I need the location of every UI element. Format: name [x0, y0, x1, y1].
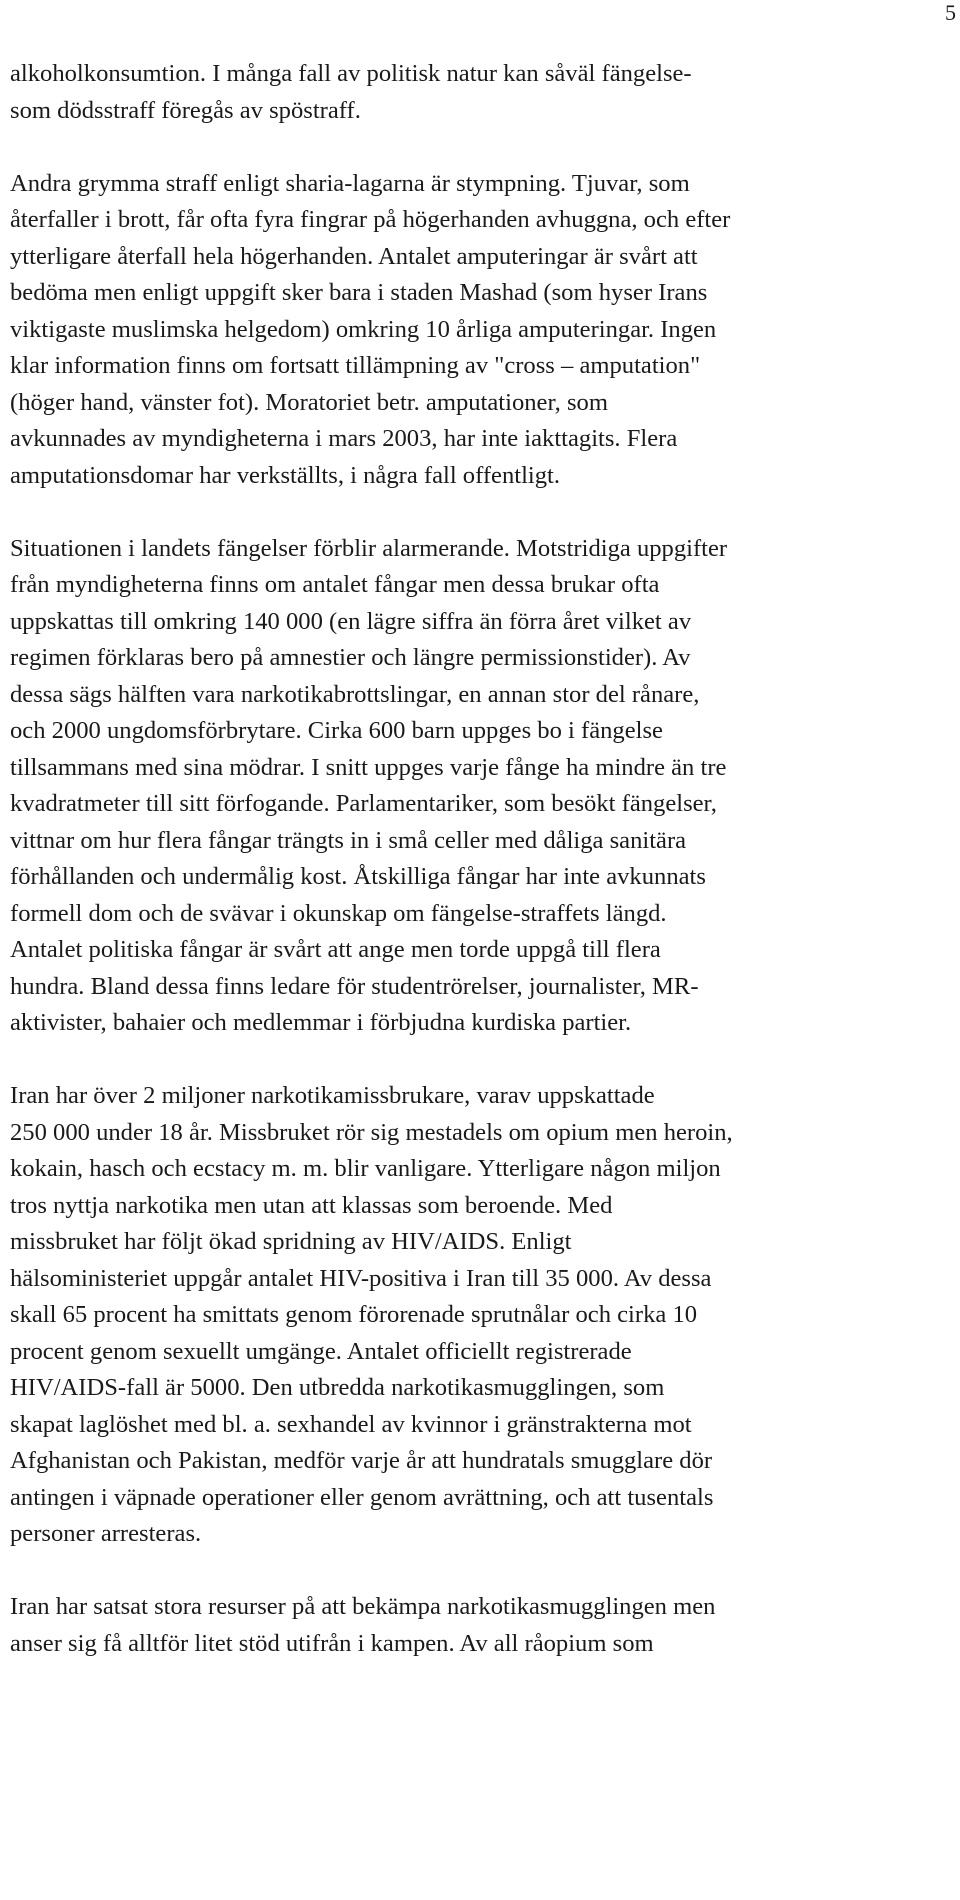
text-line: alkoholkonsumtion. I många fall av politisk natur kan såväl fängelse-	[10, 60, 692, 87]
text-line: tillsammans med sina mödrar. I snitt uppges varje fånge ha mindre än tre	[10, 753, 727, 781]
text-line: och 2000 ungdomsförbrytare. Cirka 600 barn uppges bo i fängelse	[10, 717, 663, 744]
text-line: kokain, hasch och ecstacy m. m. blir vanligare. Ytterligare någon miljon	[10, 1155, 721, 1182]
text-line: kvadratmeter till sitt förfogande. Parlamentariker, som besökt fängelser,	[10, 790, 717, 817]
text-line: amputationsdomar har verkställts, i några fall offentligt.	[10, 461, 561, 489]
text-line: hälsoministeriet uppgår antalet HIV-positiva i Iran till 35 000. Av dessa	[10, 1264, 712, 1292]
text-line: Iran har över 2 miljoner narkotikamissbrukare, varav uppskattade	[10, 1082, 655, 1109]
text-line: uppskattas till omkring 140 000 (en lägre siffra än förra året vilket av	[10, 607, 692, 635]
paragraph	[10, 531, 940, 1042]
paragraph	[10, 1078, 940, 1553]
paragraph	[10, 56, 940, 129]
text-line: klar information finns om fortsatt tillämpning av "cross – amputation"	[10, 352, 701, 379]
text-line: återfaller i brott, får ofta fyra fingrar på högerhanden avhuggna, och efter	[10, 206, 731, 233]
text-line: (höger hand, vänster fot). Moratoriet betr. amputationer, som	[10, 388, 608, 416]
text-line: anser sig få alltför litet stöd utifrån i kampen. Av all råopium som	[10, 1629, 654, 1657]
text-line: antingen i väpnade operationer eller genom avrättning, och att tusentals	[10, 1483, 714, 1511]
text-line: procent genom sexuellt umgänge. Antalet officiellt registrerade	[10, 1337, 632, 1365]
text-line: Situationen i landets fängelser förblir alarmerande. Motstridiga uppgifter	[10, 534, 728, 562]
text-line: tros nyttja narkotika men utan att klassas som beroende. Med	[10, 1191, 613, 1219]
paragraph-gap	[10, 1042, 940, 1079]
text-line: skapat laglöshet med bl. a. sexhandel av kvinnor i gränstrakterna mot	[10, 1410, 692, 1438]
paragraph-gap	[10, 1553, 940, 1590]
text-line: Andra grymma straff enligt sharia-lagarna är stympning. Tjuvar, som	[10, 169, 690, 197]
text-line: avkunnades av myndigheterna i mars 2003, har inte iakttagits. Flera	[10, 425, 678, 452]
paragraph-gap	[10, 129, 940, 166]
text-line: bedöma men enligt uppgift sker bara i staden Mashad (som hyser Irans	[10, 279, 708, 306]
text-line: missbruket har följt ökad spridning av HIV/AIDS. Enligt	[10, 1228, 572, 1255]
text-line: Antalet politiska fångar är svårt att ange men torde uppgå till flera	[10, 936, 661, 963]
text-line: viktigaste muslimska helgedom) omkring 10 årliga amputeringar. Ingen	[10, 315, 717, 343]
paragraph	[10, 1589, 940, 1662]
text-line: hundra. Bland dessa finns ledare för studentrörelser, journalister, MR-	[10, 972, 699, 1000]
text-line: förhållanden och undermålig kost. Åtskilliga fångar har inte avkunnats	[10, 863, 706, 890]
text-line: Afghanistan och Pakistan, medför varje år att hundratals smugglare dör	[10, 1447, 713, 1474]
text-line: skall 65 procent ha smittats genom förorenade sprutnålar och cirka 10	[10, 1301, 698, 1328]
paragraph	[10, 166, 940, 495]
page-number: 5	[945, 0, 956, 25]
text-line: formell dom och de svävar i okunskap om fängelse-straffets längd.	[10, 899, 667, 927]
text-line: dessa sägs hälften vara narkotikabrottslingar, en annan stor del rånare,	[10, 680, 700, 708]
text-line: ytterligare återfall hela högerhanden. Antalet amputeringar är svårt att	[10, 242, 698, 270]
text-line: regimen förklaras bero på amnestier och längre permissionstider). Av	[10, 644, 691, 671]
text-line: Iran har satsat stora resurser på att bekämpa narkotikasmugglingen men	[10, 1593, 716, 1620]
text-line: personer arresteras.	[10, 1520, 202, 1547]
text-line: vittnar om hur flera fångar trängts in i små celler med dåliga sanitära	[10, 826, 687, 854]
text-line: 250 000 under 18 år. Missbruket rör sig mestadels om opium men heroin,	[10, 1118, 733, 1146]
document-body	[10, 56, 940, 1662]
text-line: aktivister, bahaier och medlemmar i förbjudna kurdiska partier.	[10, 1009, 632, 1036]
text-line: från myndigheterna finns om antalet fångar men dessa brukar ofta	[10, 571, 660, 598]
text-line: HIV/AIDS-fall är 5000. Den utbredda narkotikasmugglingen, som	[10, 1374, 665, 1401]
text-line: som dödsstraff föregås av spöstraff.	[10, 96, 361, 124]
paragraph-gap	[10, 494, 940, 531]
